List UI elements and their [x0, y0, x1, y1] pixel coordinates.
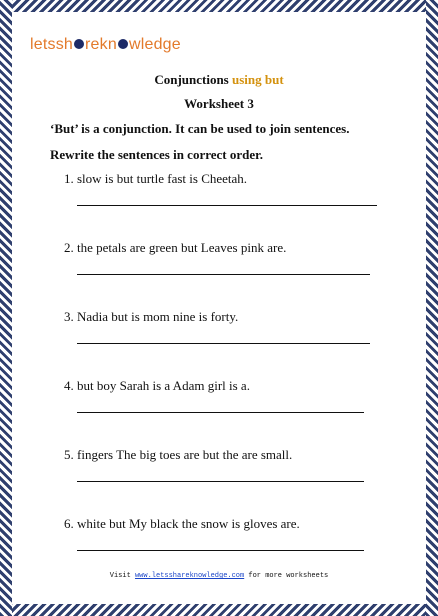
site-logo [30, 36, 181, 54]
logo-dot-icon [74, 39, 84, 49]
footer-text: for more worksheets [244, 572, 329, 580]
title-text: Conjunctions [154, 72, 232, 87]
logo-text: wledge [128, 36, 181, 53]
answer-line-6[interactable] [77, 550, 364, 551]
question-5: 5. fingers The big toes are but the are small. [64, 447, 293, 462]
question-3: 3. Nadia but is mom nine is forty. [64, 309, 239, 324]
answer-line-1[interactable] [77, 205, 377, 206]
question-1: 1. slow is but turtle fast is Cheetah. [64, 171, 248, 186]
page-footer [0, 572, 438, 580]
logo-text: sh [55, 36, 74, 53]
worksheet-title [0, 72, 438, 88]
logo-text: kn [99, 36, 117, 53]
footer-text: Visit [109, 572, 135, 580]
worksheet-subtitle: Worksheet 3 [184, 96, 254, 111]
answer-line-2[interactable] [77, 274, 370, 275]
logo-text: lets [30, 36, 56, 53]
answer-line-4[interactable] [77, 412, 364, 413]
decorative-border-left [0, 0, 12, 616]
question-6: 6. white but My black the snow is gloves are. [64, 516, 300, 531]
instruction-definition: ‘But’ is a conjunction. It can be used to join sentences. [50, 121, 350, 136]
question-2: 2. the petals are green but Leaves pink are. [64, 240, 287, 255]
decorative-border-bottom [0, 604, 438, 616]
answer-line-3[interactable] [77, 343, 370, 344]
instruction-task: Rewrite the sentences in correct order. [50, 147, 263, 162]
title-accent-text: using but [232, 72, 284, 87]
decorative-border-top [0, 0, 438, 12]
footer-website-link[interactable]: www.letsshareknowledge.com [134, 572, 245, 580]
question-4: 4. but boy Sarah is a Adam girl is a. [64, 378, 250, 393]
logo-text: re [85, 36, 100, 53]
decorative-border-right [426, 0, 438, 616]
answer-line-5[interactable] [77, 481, 364, 482]
logo-dot-icon [118, 39, 128, 49]
